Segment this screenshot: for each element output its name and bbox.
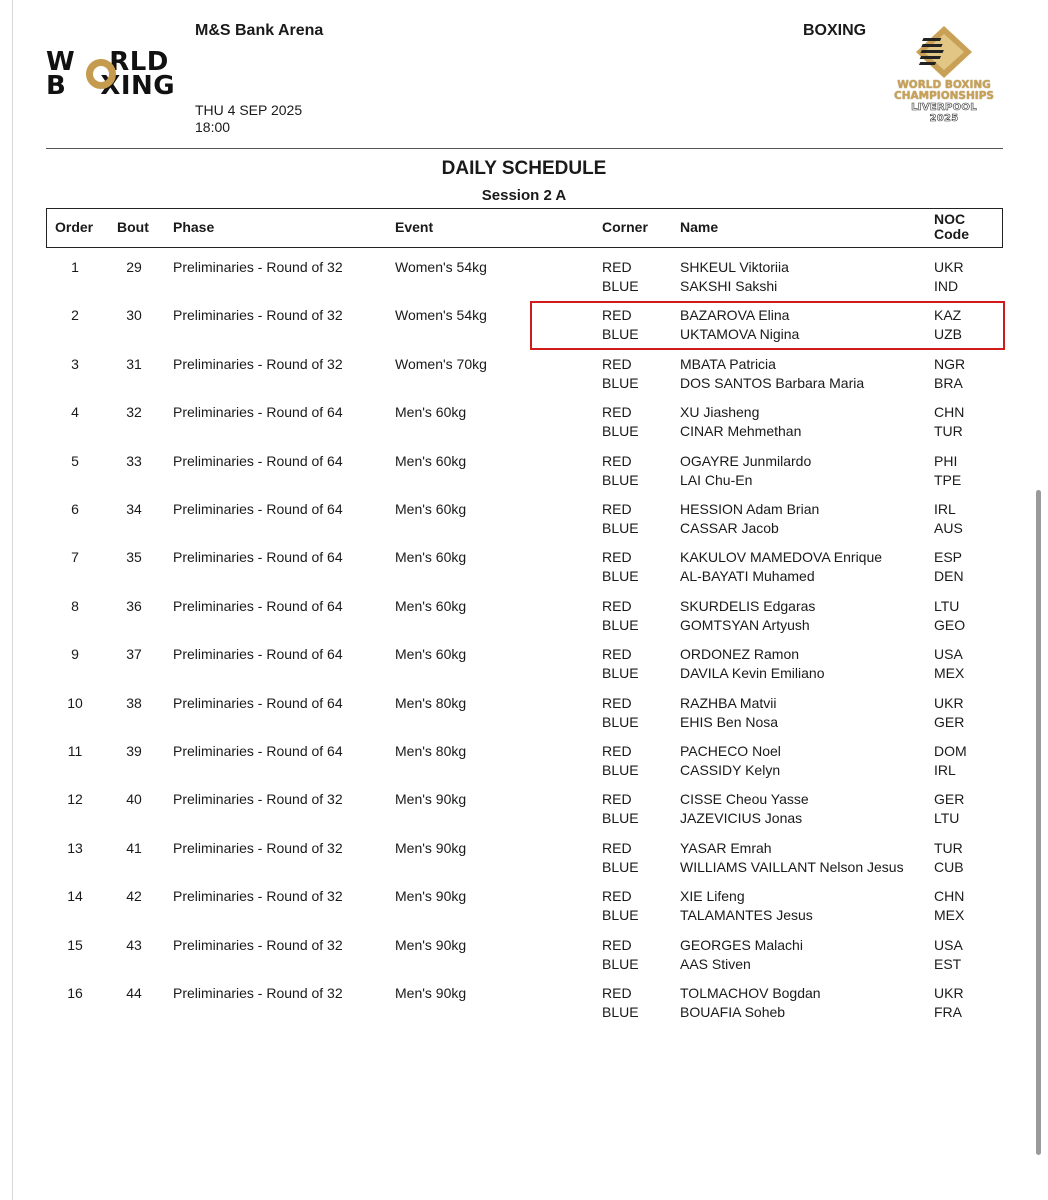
boxer-red-noc: CHN: [934, 888, 965, 905]
cell-name: [680, 355, 864, 393]
col-noc-code: [934, 212, 969, 242]
cell-order: 2: [71, 307, 79, 324]
cell-phase: Preliminaries - Round of 32: [173, 888, 343, 905]
cell-order: 4: [71, 404, 79, 421]
boxer-red-noc: TUR: [934, 839, 963, 856]
cell-noc: [934, 452, 961, 490]
cell-order: 3: [71, 355, 79, 372]
corner-blue: BLUE: [602, 374, 639, 391]
table-row: [0, 548, 1048, 592]
corner-red: RED: [602, 791, 632, 808]
boxer-blue-noc: GEO: [934, 616, 966, 633]
corner-red: RED: [602, 549, 632, 566]
cell-corner: [602, 984, 639, 1022]
session-subtitle: Session 2 A: [481, 187, 567, 204]
champ-line-1: WORLD BOXING: [897, 79, 991, 91]
cell-noc: [934, 790, 964, 828]
col-noc-line1: NOC: [934, 211, 966, 227]
cell-name: [680, 790, 809, 828]
cell-bout: 44: [126, 985, 142, 1001]
boxer-red-name: OGAYRE Junmilardo: [680, 452, 812, 469]
table-row: [0, 790, 1048, 834]
cell-corner: [602, 355, 639, 393]
cell-corner: [602, 790, 639, 828]
cell-event: Women's 70kg: [395, 355, 487, 372]
boxer-blue-noc: UZB: [934, 326, 962, 343]
corner-blue: BLUE: [602, 665, 639, 682]
cell-phase: Preliminaries - Round of 64: [173, 646, 343, 663]
cell-noc: [934, 500, 963, 538]
cell-order: 5: [71, 452, 79, 469]
table-header: [46, 208, 1003, 248]
cell-event: Men's 60kg: [395, 597, 467, 614]
cell-order: 16: [67, 985, 83, 1001]
cell-event: Men's 90kg: [395, 985, 467, 1001]
cell-noc: [934, 742, 967, 780]
boxer-blue-name: CASSIDY Kelyn: [680, 762, 781, 778]
cell-event: Men's 60kg: [395, 404, 467, 421]
cell-corner: [602, 258, 639, 296]
cell-name: [680, 548, 882, 586]
championships-title: [878, 80, 1010, 102]
corner-blue: BLUE: [602, 858, 639, 875]
cell-order: 6: [71, 501, 79, 517]
championships-emblem-icon: [914, 24, 974, 80]
corner-red: RED: [602, 259, 632, 275]
corner-red: RED: [602, 501, 632, 517]
boxer-blue-name: CASSAR Jacob: [680, 520, 779, 536]
corner-red: RED: [602, 888, 632, 905]
corner-blue: BLUE: [602, 1004, 639, 1020]
cell-event: Men's 90kg: [395, 839, 467, 856]
cell-name: [680, 742, 781, 780]
col-phase: Phase: [173, 219, 215, 235]
boxer-blue-noc: IND: [934, 278, 959, 294]
cell-bout: 40: [126, 791, 142, 808]
table-row: [0, 452, 1048, 496]
boxer-blue-noc: IRL: [934, 762, 956, 778]
session-date: THU 4 SEP 2025: [195, 102, 303, 118]
cell-noc: [934, 258, 964, 296]
table-row: [0, 694, 1048, 738]
boxer-blue-name: AL-BAYATI Muhamed: [680, 568, 815, 585]
boxer-red-noc: DOM: [934, 743, 967, 759]
corner-blue: BLUE: [602, 616, 639, 633]
cell-bout: 37: [126, 646, 142, 663]
cell-event: Men's 60kg: [395, 549, 467, 566]
cell-phase: Preliminaries - Round of 64: [173, 694, 343, 711]
cell-event: Men's 90kg: [395, 888, 467, 905]
cell-phase: Preliminaries - Round of 32: [173, 307, 343, 324]
table-row: [0, 984, 1048, 1028]
session-datetime: [195, 102, 302, 136]
cell-phase: Preliminaries - Round of 32: [173, 791, 343, 808]
boxer-red-noc: GER: [934, 791, 965, 808]
cell-noc: [934, 936, 963, 974]
cell-noc: [934, 694, 964, 732]
boxer-red-name: MBATA Patricia: [680, 355, 776, 372]
venue-name: M&S Bank Arena: [195, 22, 324, 39]
cell-phase: Preliminaries - Round of 32: [173, 936, 343, 953]
cell-noc: [934, 597, 965, 635]
boxer-red-noc: LTU: [934, 597, 960, 614]
table-row: [0, 887, 1048, 931]
cell-name: [680, 936, 803, 974]
boxer-blue-noc: MEX: [934, 665, 965, 682]
boxer-red-noc: UKR: [934, 259, 964, 275]
boxer-blue-noc: BRA: [934, 374, 963, 391]
boxer-blue-noc: AUS: [934, 520, 963, 536]
boxer-blue-noc: DEN: [934, 568, 964, 585]
boxer-red-name: TOLMACHOV Bogdan: [680, 985, 821, 1001]
boxer-red-name: PACHECO Noel: [680, 743, 781, 759]
cell-phase: Preliminaries - Round of 32: [173, 355, 343, 372]
corner-blue: BLUE: [602, 326, 639, 343]
boxer-red-noc: CHN: [934, 404, 965, 421]
cell-event: Women's 54kg: [395, 259, 487, 275]
cell-corner: [602, 694, 639, 732]
page-title: DAILY SCHEDULE: [441, 158, 607, 179]
cell-event: Men's 90kg: [395, 791, 467, 808]
corner-red: RED: [602, 936, 632, 953]
cell-event: Women's 54kg: [395, 307, 487, 324]
boxer-blue-noc: GER: [934, 713, 965, 730]
boxer-blue-name: EHIS Ben Nosa: [680, 713, 779, 730]
cell-corner: [602, 887, 639, 925]
boxer-red-name: ORDONEZ Ramon: [680, 646, 800, 663]
cell-noc: [934, 403, 964, 441]
corner-red: RED: [602, 404, 632, 421]
cell-name: [680, 403, 801, 441]
cell-noc: [934, 548, 964, 586]
cell-bout: 41: [126, 839, 142, 856]
cell-bout: 38: [126, 694, 142, 711]
boxer-blue-name: UKTAMOVA Nigina: [680, 326, 800, 343]
col-order: Order: [55, 219, 94, 235]
corner-blue: BLUE: [602, 471, 639, 488]
cell-bout: 35: [126, 549, 142, 566]
corner-blue: BLUE: [602, 810, 639, 827]
boxer-red-name: RAZHBA Matvii: [680, 694, 777, 711]
cell-order: 14: [67, 888, 83, 905]
cell-phase: Preliminaries - Round of 32: [173, 985, 343, 1001]
cell-noc: [934, 887, 964, 925]
boxer-red-name: HESSION Adam Brian: [680, 501, 820, 517]
corner-blue: BLUE: [602, 423, 639, 440]
corner-red: RED: [602, 597, 632, 614]
corner-red: RED: [602, 452, 632, 469]
corner-red: RED: [602, 646, 632, 663]
corner-blue: BLUE: [602, 762, 639, 778]
boxer-blue-noc: LTU: [934, 810, 960, 827]
cell-corner: [602, 403, 639, 441]
cell-corner: [602, 452, 639, 490]
corner-blue: BLUE: [602, 955, 639, 972]
cell-phase: Preliminaries - Round of 64: [173, 404, 343, 421]
boxer-blue-name: CINAR Mehmethan: [680, 423, 802, 440]
cell-bout: 32: [126, 404, 142, 421]
table-row: [0, 258, 1048, 302]
boxer-blue-noc: FRA: [934, 1004, 962, 1020]
cell-phase: Preliminaries - Round of 64: [173, 452, 343, 469]
session-time: 18:00: [195, 119, 231, 135]
col-name: Name: [680, 219, 719, 235]
cell-order: 15: [67, 936, 83, 953]
cell-corner: [602, 645, 639, 683]
boxer-blue-noc: EST: [934, 955, 962, 972]
cell-order: 12: [67, 791, 83, 808]
champ-line-3: LIVERPOOL: [911, 102, 977, 113]
corner-red: RED: [602, 307, 632, 324]
cell-order: 7: [71, 549, 79, 566]
boxer-red-noc: NGR: [934, 355, 966, 372]
table-row: [0, 742, 1048, 786]
cell-phase: Preliminaries - Round of 64: [173, 597, 343, 614]
table-row: [0, 645, 1048, 689]
cell-corner: [602, 597, 639, 635]
boxer-red-noc: UKR: [934, 694, 964, 711]
boxer-red-name: BAZAROVA Elina: [680, 307, 790, 324]
boxer-blue-name: GOMTSYAN Artyush: [680, 616, 810, 633]
highlighted-bout-box: [530, 301, 1005, 350]
cell-phase: Preliminaries - Round of 64: [173, 501, 343, 517]
boxer-red-name: XIE Lifeng: [680, 888, 745, 905]
boxer-blue-noc: MEX: [934, 907, 965, 924]
cell-bout: 33: [126, 452, 142, 469]
cell-bout: 30: [126, 307, 142, 324]
cell-corner: [602, 936, 639, 974]
col-event: Event: [395, 219, 434, 235]
boxer-red-noc: IRL: [934, 501, 956, 517]
boxer-blue-name: LAI Chu-En: [680, 471, 753, 488]
cell-phase: Preliminaries - Round of 32: [173, 259, 343, 275]
cell-order: 1: [71, 259, 79, 275]
corner-red: RED: [602, 355, 632, 372]
cell-name: [680, 839, 904, 877]
champ-line-2: CHAMPIONSHIPS: [894, 90, 994, 102]
boxer-blue-name: BOUAFIA Soheb: [680, 1004, 786, 1020]
boxer-red-noc: UKR: [934, 985, 964, 1001]
boxer-blue-noc: TPE: [934, 471, 962, 488]
corner-blue: BLUE: [602, 568, 639, 585]
cell-phase: Preliminaries - Round of 32: [173, 839, 343, 856]
cell-bout: 39: [126, 743, 142, 759]
cell-bout: 29: [126, 259, 142, 275]
corner-blue: BLUE: [602, 520, 639, 536]
boxer-blue-name: DOS SANTOS Barbara Maria: [680, 374, 865, 391]
boxer-red-name: SKURDELIS Edgaras: [680, 597, 816, 614]
boxer-red-noc: KAZ: [934, 307, 962, 324]
corner-blue: BLUE: [602, 907, 639, 924]
sport-label: BOXING: [803, 22, 867, 39]
boxer-blue-noc: TUR: [934, 423, 963, 440]
table-row: [0, 403, 1048, 447]
cell-name: [680, 645, 824, 683]
boxer-blue-name: SAKSHI Sakshi: [680, 278, 778, 294]
table-row: [0, 597, 1048, 641]
cell-corner: [602, 500, 639, 538]
boxer-blue-name: WILLIAMS VAILLANT Nelson Jesus: [680, 858, 904, 875]
corner-blue: BLUE: [602, 278, 639, 294]
cell-noc: [934, 645, 964, 683]
table-row: [0, 355, 1048, 399]
cell-name: [680, 597, 815, 635]
boxer-red-name: KAKULOV MAMEDOVA Enrique: [680, 549, 883, 566]
cell-bout: 43: [126, 936, 142, 953]
boxer-blue-name: TALAMANTES Jesus: [680, 907, 813, 924]
boxer-red-name: SHKEUL Viktoriia: [680, 259, 789, 275]
corner-red: RED: [602, 839, 632, 856]
table-row: [0, 936, 1048, 980]
col-bout: Bout: [117, 219, 149, 235]
world-boxing-logo: [46, 47, 196, 101]
cell-event: Men's 80kg: [395, 694, 467, 711]
boxer-red-name: YASAR Emrah: [680, 839, 772, 856]
cell-event: Men's 60kg: [395, 452, 467, 469]
cell-bout: 34: [126, 501, 142, 517]
cell-bout: 36: [126, 597, 142, 614]
boxer-blue-name: AAS Stiven: [680, 955, 751, 972]
logo-line-world: W RLD: [46, 47, 169, 77]
table-row: [0, 839, 1048, 883]
cell-order: 10: [67, 694, 83, 711]
corner-red: RED: [602, 694, 632, 711]
cell-name: [680, 887, 813, 925]
boxer-red-noc: ESP: [934, 549, 963, 566]
cell-name: [680, 452, 811, 490]
boxer-red-name: CISSE Cheou Yasse: [680, 791, 809, 808]
col-noc-line2: Code: [934, 226, 969, 242]
cell-bout: 31: [126, 355, 142, 372]
cell-event: Men's 80kg: [395, 743, 467, 759]
logo-line-boxing: B XING: [46, 71, 176, 101]
boxer-red-noc: PHI: [934, 452, 958, 469]
boxer-red-noc: USA: [934, 936, 963, 953]
championships-logo: [878, 24, 1010, 136]
cell-event: Men's 60kg: [395, 646, 467, 663]
cell-corner: [602, 548, 639, 586]
cell-name: [680, 500, 819, 538]
cell-noc: [934, 839, 964, 877]
cell-order: 11: [67, 743, 83, 759]
cell-name: [680, 984, 821, 1022]
cell-name: [680, 694, 778, 732]
cell-phase: Preliminaries - Round of 64: [173, 549, 343, 566]
col-corner: Corner: [602, 219, 648, 235]
corner-blue: BLUE: [602, 713, 639, 730]
boxer-blue-name: JAZEVICIUS Jonas: [680, 810, 803, 827]
cell-event: Men's 90kg: [395, 936, 467, 953]
cell-event: Men's 60kg: [395, 501, 467, 517]
boxer-red-name: GEORGES Malachi: [680, 936, 803, 953]
corner-red: RED: [602, 743, 632, 759]
corner-red: RED: [602, 985, 632, 1001]
cell-order: 13: [67, 839, 83, 856]
champ-line-4: 2025: [929, 113, 959, 124]
cell-order: 8: [71, 597, 79, 614]
cell-name: [680, 258, 789, 296]
logo-ring-icon: [86, 59, 116, 89]
cell-bout: 42: [126, 888, 142, 905]
cell-order: 9: [71, 646, 79, 663]
table-row: [0, 500, 1048, 544]
cell-corner: [602, 839, 639, 877]
boxer-red-name: XU Jiasheng: [680, 404, 760, 421]
cell-phase: Preliminaries - Round of 64: [173, 743, 343, 759]
boxer-blue-noc: CUB: [934, 858, 964, 875]
boxer-red-noc: USA: [934, 646, 963, 663]
cell-noc: [934, 984, 964, 1022]
boxer-blue-name: DAVILA Kevin Emiliano: [680, 665, 825, 682]
cell-corner: [602, 742, 639, 780]
cell-noc: [934, 355, 965, 393]
header-divider: [46, 148, 1003, 149]
